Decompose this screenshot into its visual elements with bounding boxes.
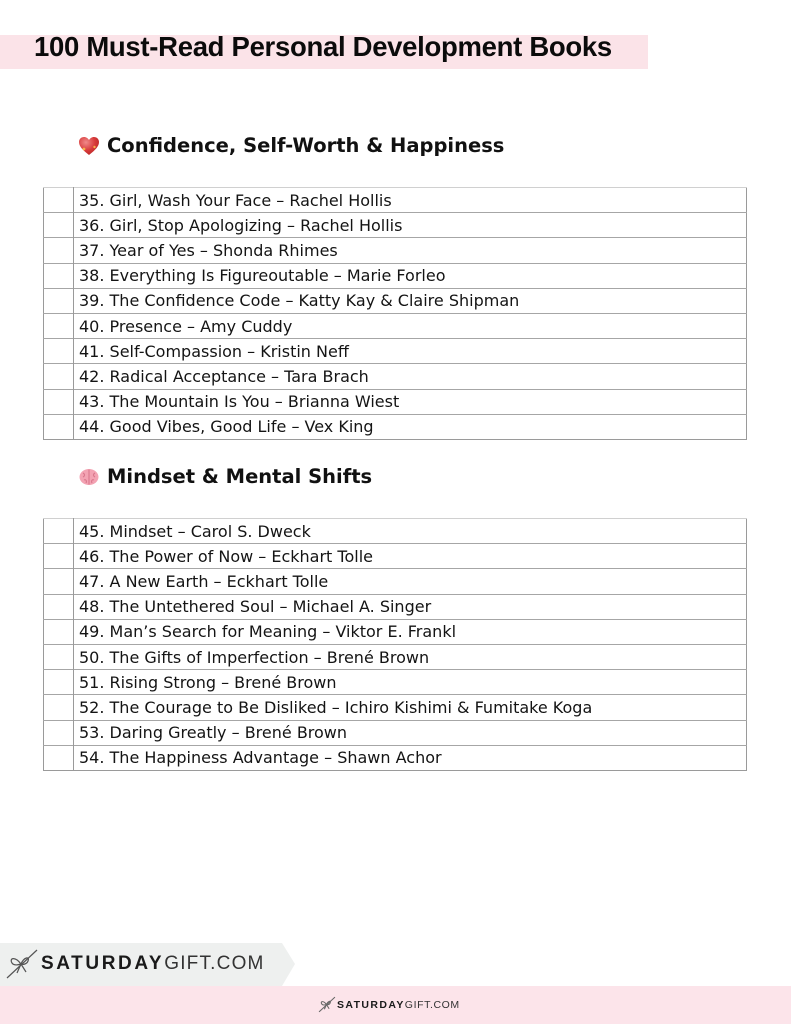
checkbox-cell[interactable]: [44, 695, 74, 720]
checkbox-cell[interactable]: [44, 414, 74, 439]
checkbox-cell[interactable]: [44, 213, 74, 238]
brand-name-light: GIFT.COM: [164, 953, 265, 974]
table-row: [44, 414, 747, 439]
checkbox-cell[interactable]: [44, 519, 74, 544]
table-row: [44, 188, 747, 213]
page-title: 100 Must-Read Personal Development Books: [34, 31, 612, 62]
book-title: 46. The Power of Now – Eckhart Tolle: [79, 546, 373, 566]
book-title: 48. The Untethered Soul – Michael A. Singer: [79, 597, 432, 617]
table-row: [44, 594, 747, 619]
checkbox-cell[interactable]: [44, 720, 74, 745]
section-heading-mindset: Mindset & Mental Shifts: [78, 465, 372, 488]
brand-name-light: GIFT.COM: [404, 998, 460, 1011]
table-row: [44, 519, 747, 544]
heart-icon: [78, 136, 100, 156]
table-row: [44, 213, 747, 238]
book-title: 42. Radical Acceptance – Tara Brach: [79, 366, 369, 386]
checkbox-cell[interactable]: [44, 569, 74, 594]
checkbox-cell[interactable]: [44, 544, 74, 569]
book-title: 43. The Mountain Is You – Brianna Wiest: [79, 392, 400, 412]
checkbox-cell[interactable]: [44, 594, 74, 619]
book-title: 49. Man’s Search for Meaning – Viktor E. Frankl: [79, 622, 457, 642]
book-title: 36. Girl, Stop Apologizing – Rachel Hollis: [79, 215, 403, 235]
book-title: 41. Self-Compassion – Kristin Neff: [79, 341, 349, 361]
table-row: [44, 569, 747, 594]
table-row: [44, 339, 747, 364]
bow-icon: [318, 996, 336, 1013]
checkbox-cell[interactable]: [44, 364, 74, 389]
book-title: 50. The Gifts of Imperfection – Brené Brown: [79, 647, 430, 667]
checkbox-cell[interactable]: [44, 389, 74, 414]
book-title: 51. Rising Strong – Brené Brown: [79, 672, 337, 692]
table-row: [44, 720, 747, 745]
book-title: 44. Good Vibes, Good Life – Vex King: [79, 417, 374, 437]
book-title: 45. Mindset – Carol S. Dweck: [79, 521, 311, 541]
brand-logo-large[interactable]: [5, 948, 265, 980]
table-row: [44, 670, 747, 695]
book-title: 47. A New Earth – Eckhart Tolle: [79, 571, 329, 591]
book-title: 39. The Confidence Code – Katty Kay & Claire Shipman: [79, 291, 520, 311]
table-row: [44, 263, 747, 288]
checkbox-cell[interactable]: [44, 288, 74, 313]
table-row: [44, 619, 747, 644]
checkbox-cell[interactable]: [44, 619, 74, 644]
table-row: [44, 238, 747, 263]
checkbox-cell[interactable]: [44, 745, 74, 770]
table-row: [44, 745, 747, 770]
checkbox-cell[interactable]: [44, 238, 74, 263]
book-title: 52. The Courage to Be Disliked – Ichiro Kishimi & Fumitake Koga: [79, 697, 593, 717]
table-row: [44, 364, 747, 389]
checkbox-cell[interactable]: [44, 188, 74, 213]
brand-name-bold: SATURDAY: [337, 998, 405, 1011]
section-heading-confidence: Confidence, Self-Worth & Happiness: [78, 134, 504, 157]
checkbox-cell[interactable]: [44, 339, 74, 364]
book-title: 38. Everything Is Figureoutable – Marie Forleo: [79, 266, 446, 286]
table-row: [44, 389, 747, 414]
book-checklist-confidence: [43, 187, 747, 440]
checkbox-cell[interactable]: [44, 263, 74, 288]
checkbox-cell[interactable]: [44, 313, 74, 338]
table-row: [44, 313, 747, 338]
brain-icon: [78, 467, 100, 487]
table-row: [44, 288, 747, 313]
book-title: 35. Girl, Wash Your Face – Rachel Hollis: [79, 190, 392, 210]
table-row: [44, 544, 747, 569]
table-row: [44, 695, 747, 720]
table-row: [44, 644, 747, 669]
brand-logo-small[interactable]: [318, 996, 460, 1013]
checkbox-cell[interactable]: [44, 644, 74, 669]
book-title: 54. The Happiness Advantage – Shawn Achor: [79, 748, 442, 768]
book-checklist-mindset: [43, 518, 747, 771]
bow-icon: [5, 948, 39, 980]
book-title: 53. Daring Greatly – Brené Brown: [79, 723, 348, 743]
checkbox-cell[interactable]: [44, 670, 74, 695]
book-title: 37. Year of Yes – Shonda Rhimes: [79, 240, 338, 260]
brand-name-bold: SATURDAY: [41, 953, 165, 974]
book-title: 40. Presence – Amy Cuddy: [79, 316, 293, 336]
